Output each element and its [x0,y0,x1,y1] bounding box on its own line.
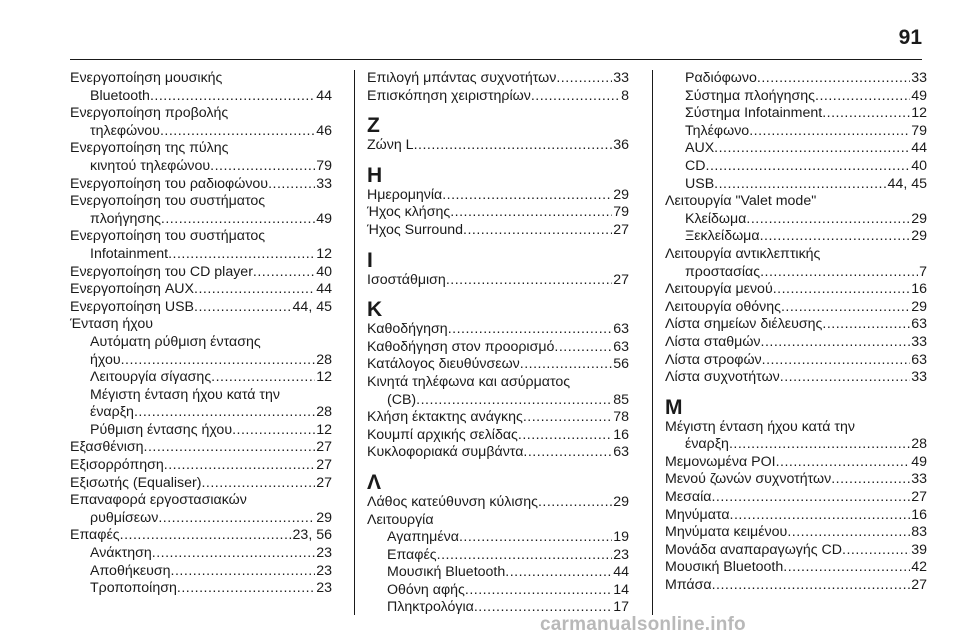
top-rule [70,59,922,60]
dot-leader [815,88,910,106]
index-entry-page: 28 [316,351,332,368]
index-entry-page: 42 [911,559,927,576]
index-entry-term: Σύστημα πλοήγησης [685,87,816,104]
index-entry [70,563,332,581]
index-entry-page: 27 [911,489,927,506]
index-entry [665,334,927,352]
dot-leader [121,352,316,370]
index-entry-heading: Μέγιστη ένταση ήχου κατά την [90,386,280,403]
dot-leader [711,489,910,507]
index-entry [665,264,927,282]
dot-leader [706,158,911,176]
index-entry-term: Ήχος κλήσης [367,204,451,221]
index-entry [665,140,927,158]
index-entry-term: Λειτουργία σίγασης [90,369,212,386]
index-entry-term: Πληκτρολόγια [387,599,474,616]
dot-leader [760,264,918,282]
index-entry-term: Μενού ζωνών συχνοτήτων [665,471,832,488]
index-entry-term: Ενεργοποίηση του ραδιοφώνου [70,175,269,192]
index-entry-page: 44 [316,87,332,104]
index-entry-heading: Ένταση ήχου [70,316,154,333]
index-entry-page: 44 [316,281,332,298]
index-entry-page: 63 [613,338,629,355]
index-entry-term: Επαφές [387,546,437,563]
index-entry-page: 36 [613,137,629,154]
index-entry-term: Ξεκλείδωμα [685,228,760,245]
index-entry-term: τηλεφώνου [90,122,160,139]
dot-leader [201,475,315,493]
index-entry-page: 40 [911,157,927,174]
index-column-1 [70,70,332,598]
dot-leader [253,264,315,282]
index-entry-term: Επαφές [70,527,120,544]
index-entry-page: 19 [613,529,629,546]
index-entry-term: Οθόνη αφής [387,581,465,598]
index-entry [665,105,927,123]
index-entry-term: Ενεργοποίηση AUX [70,281,195,298]
index-entry [70,545,332,563]
index-entry-term: Μουσική Bluetooth [665,559,784,576]
index-entry [665,228,927,246]
dot-leader [442,187,612,205]
index-entry-page: 23 [316,580,332,597]
dot-leader [446,272,612,290]
dot-leader [556,70,612,88]
index-entry-heading: Επαναφορά εργοστασιακών [70,492,247,509]
dot-leader [150,88,315,106]
dot-leader [730,507,911,525]
index-entry-term: Infotainment [90,245,169,262]
index-entry-page: 33 [613,70,629,86]
dot-leader [161,211,315,229]
index-entry-page: 27 [613,271,629,288]
index-entry [367,187,629,205]
dot-leader [134,404,315,422]
dot-leader [232,422,315,440]
index-entry-term: Μπάσα [665,577,712,594]
index-entry [665,316,927,334]
index-entry-page: 14 [613,581,629,598]
dot-leader [523,409,612,427]
index-entry-term: Σύστημα Infotainment [685,105,823,122]
index-entry-term: Κλήση έκτακτης ανάγκης [367,409,523,426]
index-entry [665,559,927,577]
index-entry [367,427,629,445]
index-entry-heading: Λειτουργία [367,511,434,528]
index-entry-term: προστασίας [685,263,761,280]
index-entry [665,436,927,454]
index-entry [70,510,332,528]
dot-leader [729,436,910,454]
index-entry [367,582,629,600]
index-entry [665,542,927,560]
index-entry-term: Κλείδωμα [685,210,747,227]
index-entry-term: Μεσαία [665,489,712,506]
index-entry-page: 63 [911,351,927,368]
dot-leader [831,471,910,489]
index-entry-page: 12 [316,245,332,262]
index-entry [70,352,332,370]
dot-leader [194,281,315,299]
index-entry-term: έναρξη [685,436,729,453]
dot-leader [505,564,612,582]
dot-leader [210,158,315,176]
index-entry-term: AUX [685,140,715,157]
dot-leader [531,88,620,106]
dot-leader [144,439,316,457]
index-column-2 [367,70,629,617]
dot-leader [773,281,911,299]
index-entry [665,158,927,176]
index-entry-term: CD [685,157,706,174]
index-entry-term: κινητού τηλεφώνου [90,157,211,174]
index-entry [665,299,927,317]
index-entry-page: 40 [316,263,332,280]
index-entry-page: 27 [911,577,927,594]
index-entry-heading: Ενεργοποίηση μουσικής [70,70,223,86]
page-number: 91 [898,26,922,49]
dot-leader [746,211,910,229]
index-entry [665,352,927,370]
index-entry-term: Ανάκτηση [90,545,152,562]
index-entry [665,489,927,507]
index-entry-page: 56 [613,356,629,373]
index-entry-term: Λίστα σταθμών [665,333,761,350]
dot-leader [538,494,612,512]
index-entry [665,507,927,525]
dot-leader [776,454,911,472]
index-entry-page: 33 [911,369,927,386]
index-entry [70,422,332,440]
index-entry [367,204,629,222]
index-entry-term: ήχου [90,351,121,368]
index-entry-page: 27 [613,221,629,238]
dot-leader [160,123,315,141]
index-entry [367,409,629,427]
index-entry-page: 33 [911,333,927,350]
index-entry-term: Μηνύματα [665,506,730,523]
index-entry-heading: Ενεργοποίηση του συστήματος [70,228,266,245]
index-entry [665,524,927,542]
index-entry-page: 63 [911,316,927,333]
index-entry-term: Ρύθμιση έντασης ήχου [90,421,233,438]
index-entry [665,88,927,106]
dot-leader [158,510,315,528]
index-entry-page: 8 [621,87,629,104]
index-entry-page: 44, 45 [292,298,332,315]
index-entry [70,264,332,282]
dot-leader [787,524,910,542]
index-entry [367,70,629,88]
index-entry [367,356,629,374]
index-entry-page: 28 [316,404,332,421]
index-entry-page: 29 [613,186,629,203]
index-entry-term: Λίστα συχνοτήτων [665,369,780,386]
index-entry-term: έναρξη [90,404,134,421]
index-entry-term: Ενεργοποίηση του CD player [70,263,253,280]
index-entry-page: 29 [911,210,927,227]
index-entry-page: 33 [911,70,927,86]
index-entry [70,158,332,176]
index-entry-term: πλοήγησης [90,210,161,227]
index-entry-page: 63 [613,444,629,461]
index-entry [70,580,332,598]
index-entry [367,494,629,512]
index-entry-page: 29 [911,228,927,245]
dot-leader [414,137,613,155]
index-entry [665,454,927,472]
index-entry-page: 23 [316,545,332,562]
dot-leader [518,427,612,445]
index-entry-heading: Αυτόματη ρύθμιση έντασης [90,333,261,350]
index-entry-term: Επισκόπηση χειριστηρίων [367,87,531,104]
index-entry [665,577,927,595]
dot-leader [760,228,911,246]
index-entry [367,88,629,106]
index-entry-heading: Λειτουργία αντικλεπτικής [665,245,821,262]
index-entry [70,457,332,475]
index-entry-term: Τηλέφωνο [685,122,750,139]
index-entry-page: 17 [613,599,629,616]
index-entry [367,444,629,462]
index-entry-page: 28 [911,436,927,453]
index-entry-heading: Μέγιστη ένταση ήχου κατά την [665,418,855,435]
index-entry-page: 44 [911,140,927,157]
index-entry [70,404,332,422]
index-entry-term: Μηνύματα κειμένου [665,524,788,541]
dot-leader [171,563,316,581]
index-entry-term: Καθοδήγηση [367,321,448,338]
index-entry-term: Μεμονωμένα POI [665,453,776,470]
index-entry [367,272,629,290]
dot-leader [164,457,315,475]
index-entry-term: Μονάδα αναπαραγωγής CD [665,541,843,558]
dot-leader [761,334,911,352]
index-entry-page: 27 [316,439,332,456]
index-entry [70,211,332,229]
index-entry [70,88,332,106]
index-entry [70,299,332,317]
index-entry-term: Λειτουργία οθόνης [665,298,781,315]
index-entry [665,176,927,194]
index-entry-page: 33 [316,175,332,192]
index-entry-page: 44, 45 [887,175,927,192]
dot-leader [416,392,612,410]
index-entry [70,369,332,387]
dot-leader [459,529,612,547]
index-entry-term: Ήχος Surround [367,221,463,238]
index-entry-term: Ενεργοποίηση USB [70,298,195,315]
column-divider [652,70,653,615]
index-entry [367,339,629,357]
dot-leader [448,321,613,339]
index-entry-page: 33 [911,471,927,488]
index-entry [367,529,629,547]
watermark: carmanualsonline.info [540,614,746,635]
index-entry [665,123,927,141]
index-entry [70,123,332,141]
index-entry-page: 27 [316,457,332,474]
dot-leader [714,140,910,158]
dot-leader [554,339,612,357]
dot-leader [762,352,911,370]
index-entry-page: 23, 56 [292,527,332,544]
index-entry-page: 85 [613,391,629,408]
dot-leader [177,580,315,598]
dot-leader [714,176,886,194]
dot-leader [520,356,612,374]
index-entry [367,222,629,240]
dot-leader [757,70,910,88]
index-entry [367,392,629,410]
index-entry-page: 16 [911,506,927,523]
dot-leader [168,246,315,264]
index-entry-page: 16 [911,281,927,298]
index-entry-page: 12 [911,105,927,122]
index-entry-heading: Ενεργοποίηση προβολής [70,105,229,122]
index-entry-term: Λίστα στροφών [665,351,762,368]
index-entry-page: 44 [613,564,629,581]
index-entry-page: 29 [316,509,332,526]
index-entry-term: Ραδιόφωνο [685,70,757,86]
index-entry-heading: Ενεργοποίηση της πύλης [70,140,229,157]
index-entry-page: 49 [911,453,927,470]
index-entry-page: 79 [613,204,629,221]
index-entry-term: Τροποποίηση [90,580,177,597]
index-entry-term: Κατάλογος διευθύνσεων [367,356,520,373]
index-entry-page: 79 [316,157,332,174]
index-entry [70,439,332,457]
index-entry-term: Αποθήκευση [90,562,171,579]
dot-leader [463,222,612,240]
index-entry-term: USB [685,175,715,192]
index-entry-page: 12 [316,421,332,438]
index-entry-page: 27 [316,474,332,491]
index-entry-page: 63 [613,321,629,338]
dot-leader [194,299,292,317]
index-entry-term: Καθοδήγηση στον προορισμό [367,338,555,355]
dot-leader [822,316,910,334]
index-entry-term: (CB) [387,391,417,408]
index-entry [70,475,332,493]
dot-leader [211,369,315,387]
dot-leader [120,527,292,545]
dot-leader [822,105,910,123]
index-entry-page: 23 [316,562,332,579]
dot-leader [781,299,910,317]
index-entry-term: ρυθμίσεων [90,509,159,526]
index-letter-heading: Ζ [367,114,380,138]
index-entry-term: Κουμπί αρχικής σελίδας [367,426,518,443]
index-letter-heading: Μ [665,395,683,419]
index-entry-page: 29 [613,493,629,510]
dot-leader [749,123,910,141]
index-letter-heading: Λ [367,470,382,494]
index-entry-term: Εξασθένιση [70,439,144,456]
index-entry-term: Ημερομηνία [367,186,443,203]
dot-leader [268,176,315,194]
index-entry-page: 12 [316,369,332,386]
index-letter-heading: Ι [367,248,373,272]
index-entry-page: 16 [613,426,629,443]
dot-leader [450,204,612,222]
index-entry-term: Ζώνη L [367,137,414,154]
index-entry-term: Λίστα σημείων διέλευσης [665,316,823,333]
index-entry [665,369,927,387]
index-letter-heading: Κ [367,298,383,322]
dot-leader [712,577,911,595]
index-entry [367,137,629,155]
index-entry [665,281,927,299]
index-entry-heading: Ενεργοποίηση του συστήματος [70,193,266,210]
index-entry [367,564,629,582]
dot-leader [523,444,612,462]
dot-leader [842,542,910,560]
index-entry [70,527,332,545]
index-entry [665,70,927,88]
index-entry [367,321,629,339]
index-entry [367,547,629,565]
dot-leader [152,545,315,563]
index-entry-page: 83 [911,524,927,541]
index-entry-page: 49 [316,210,332,227]
index-entry-term: Bluetooth [90,87,150,104]
index-entry-page: 29 [911,298,927,315]
index-entry-page: 23 [613,546,629,563]
index-entry-term: Επιλογή μπάντας συχνοτήτων [367,70,557,86]
index-entry-heading: Λειτουργία "Valet mode" [665,193,817,210]
index-entry [70,176,332,194]
index-entry-page: 39 [911,541,927,558]
index-entry-term: Εξισορρόπηση [70,457,164,474]
index-entry-term: Ισοστάθμιση [367,271,446,288]
dot-leader [780,369,910,387]
index-entry-term: Μουσική Bluetooth [387,564,506,581]
index-entry [665,471,927,489]
index-column-3 [665,70,927,595]
index-entry-term: Λάθος κατεύθυνση κύλισης [367,493,538,510]
index-letter-heading: Η [367,163,383,187]
dot-leader [465,582,612,600]
column-divider [354,70,355,615]
index-entry-term: Αγαπημένα [387,529,459,546]
index-entry [70,281,332,299]
index-entry-page: 78 [613,409,629,426]
index-entry [665,211,927,229]
index-entry-page: 46 [316,122,332,139]
index-entry-page: 7 [919,263,927,280]
index-entry-term: Εξισωτής (Equaliser) [70,474,202,491]
dot-leader [783,559,910,577]
index-entry-term: Κυκλοφοριακά συμβάντα [367,444,524,461]
index-entry-page: 79 [911,122,927,139]
index-entry [70,246,332,264]
index-entry-page: 49 [911,87,927,104]
dot-leader [437,547,613,565]
index-entry-term: Λειτουργία μενού [665,281,773,298]
index-entry-heading: Κινητά τηλέφωνα και ασύρματος [367,373,571,390]
